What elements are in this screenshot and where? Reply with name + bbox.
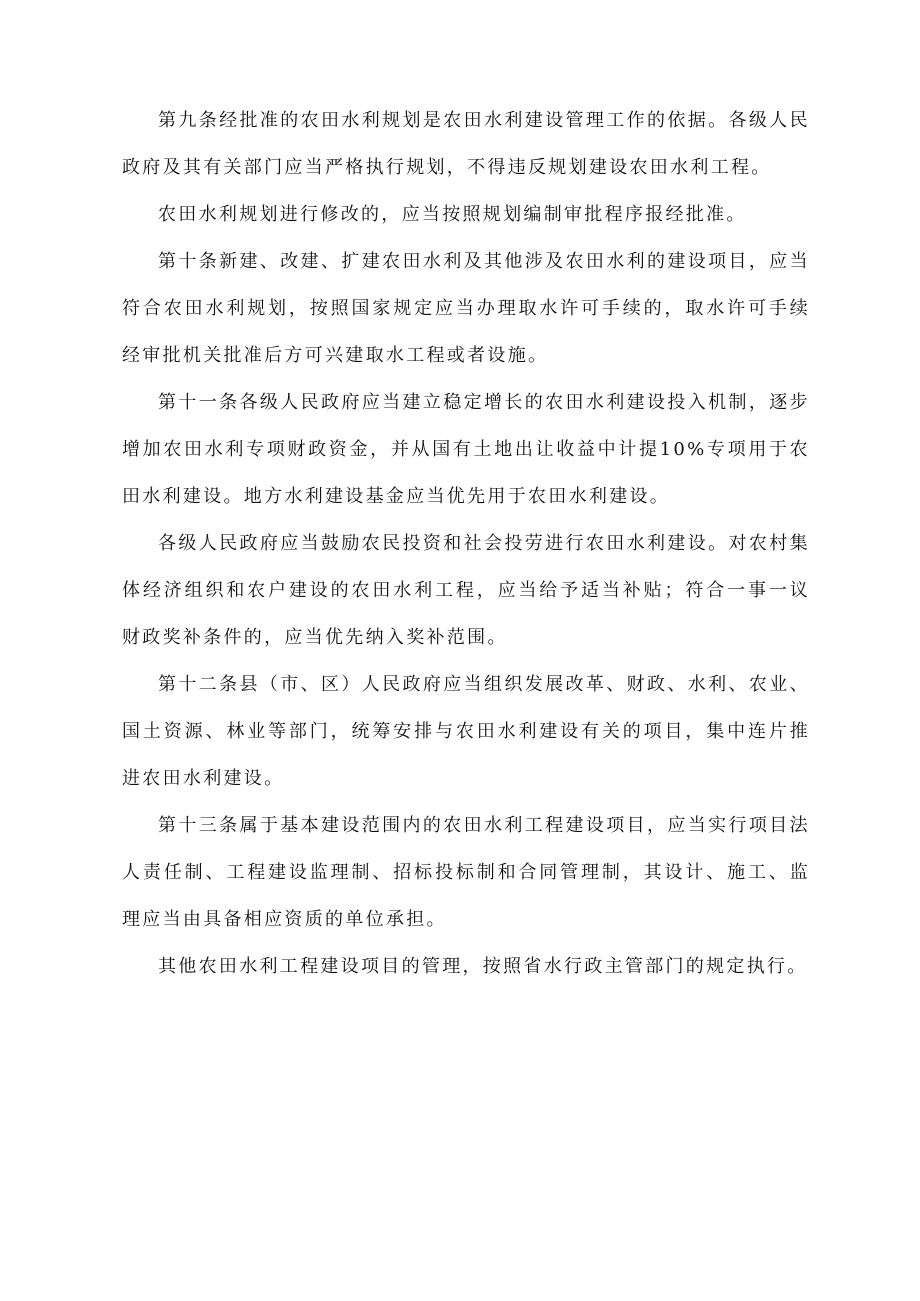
paragraph-other-projects: 其他农田水利工程建设项目的管理，按照省水行政主管部门的规定执行。 — [158, 956, 808, 977]
paragraph-article-13: 第十三条属于基本建设范围内的农田水利工程建设项目，应当实行项目法人责任制、工程建设监理制、招标投标制和合同管理制，其设计、施工、监理应当由具备相应资质的单位承担。 — [122, 815, 810, 930]
paragraph-article-9: 第九条经批准的农田水利规划是农田水利建设管理工作的依据。各级人民政府及其有关部门应当严格执行规划，不得违反规划建设农田水利工程。 — [122, 110, 810, 178]
paragraph-article-12: 第十二条县（市、区）人民政府应当组织发展改革、财政、水利、农业、国土资源、林业等部门，统筹安排与农田水利建设有关的项目，集中连片推进农田水利建设。 — [122, 674, 810, 789]
paragraph-article-10: 第十条新建、改建、扩建农田水利及其他涉及农田水利的建设项目，应当符合农田水利规划，按照国家规定应当办理取水许可手续的，取水许可手续经审批机关批准后方可兴建取水工程或者设施。 — [122, 251, 810, 366]
paragraph-plan-revision: 农田水利规划进行修改的，应当按照规划编制审批程序报经批准。 — [158, 204, 747, 225]
paragraph-article-11: 第十一条各级人民政府应当建立稳定增长的农田水利建设投入机制，逐步增加农田水利专项财政资金，并从国有土地出让收益中计提10%专项用于农田水利建设。地方水利建设基金应当优先用于农田水利建设。 — [122, 392, 810, 507]
paragraph-investment-encouragement: 各级人民政府应当鼓励农民投资和社会投劳进行农田水利建设。对农村集体经济组织和农户建设的农田水利工程，应当给予适当补贴；符合一事一议财政奖补条件的，应当优先纳入奖补范围。 — [122, 533, 810, 648]
